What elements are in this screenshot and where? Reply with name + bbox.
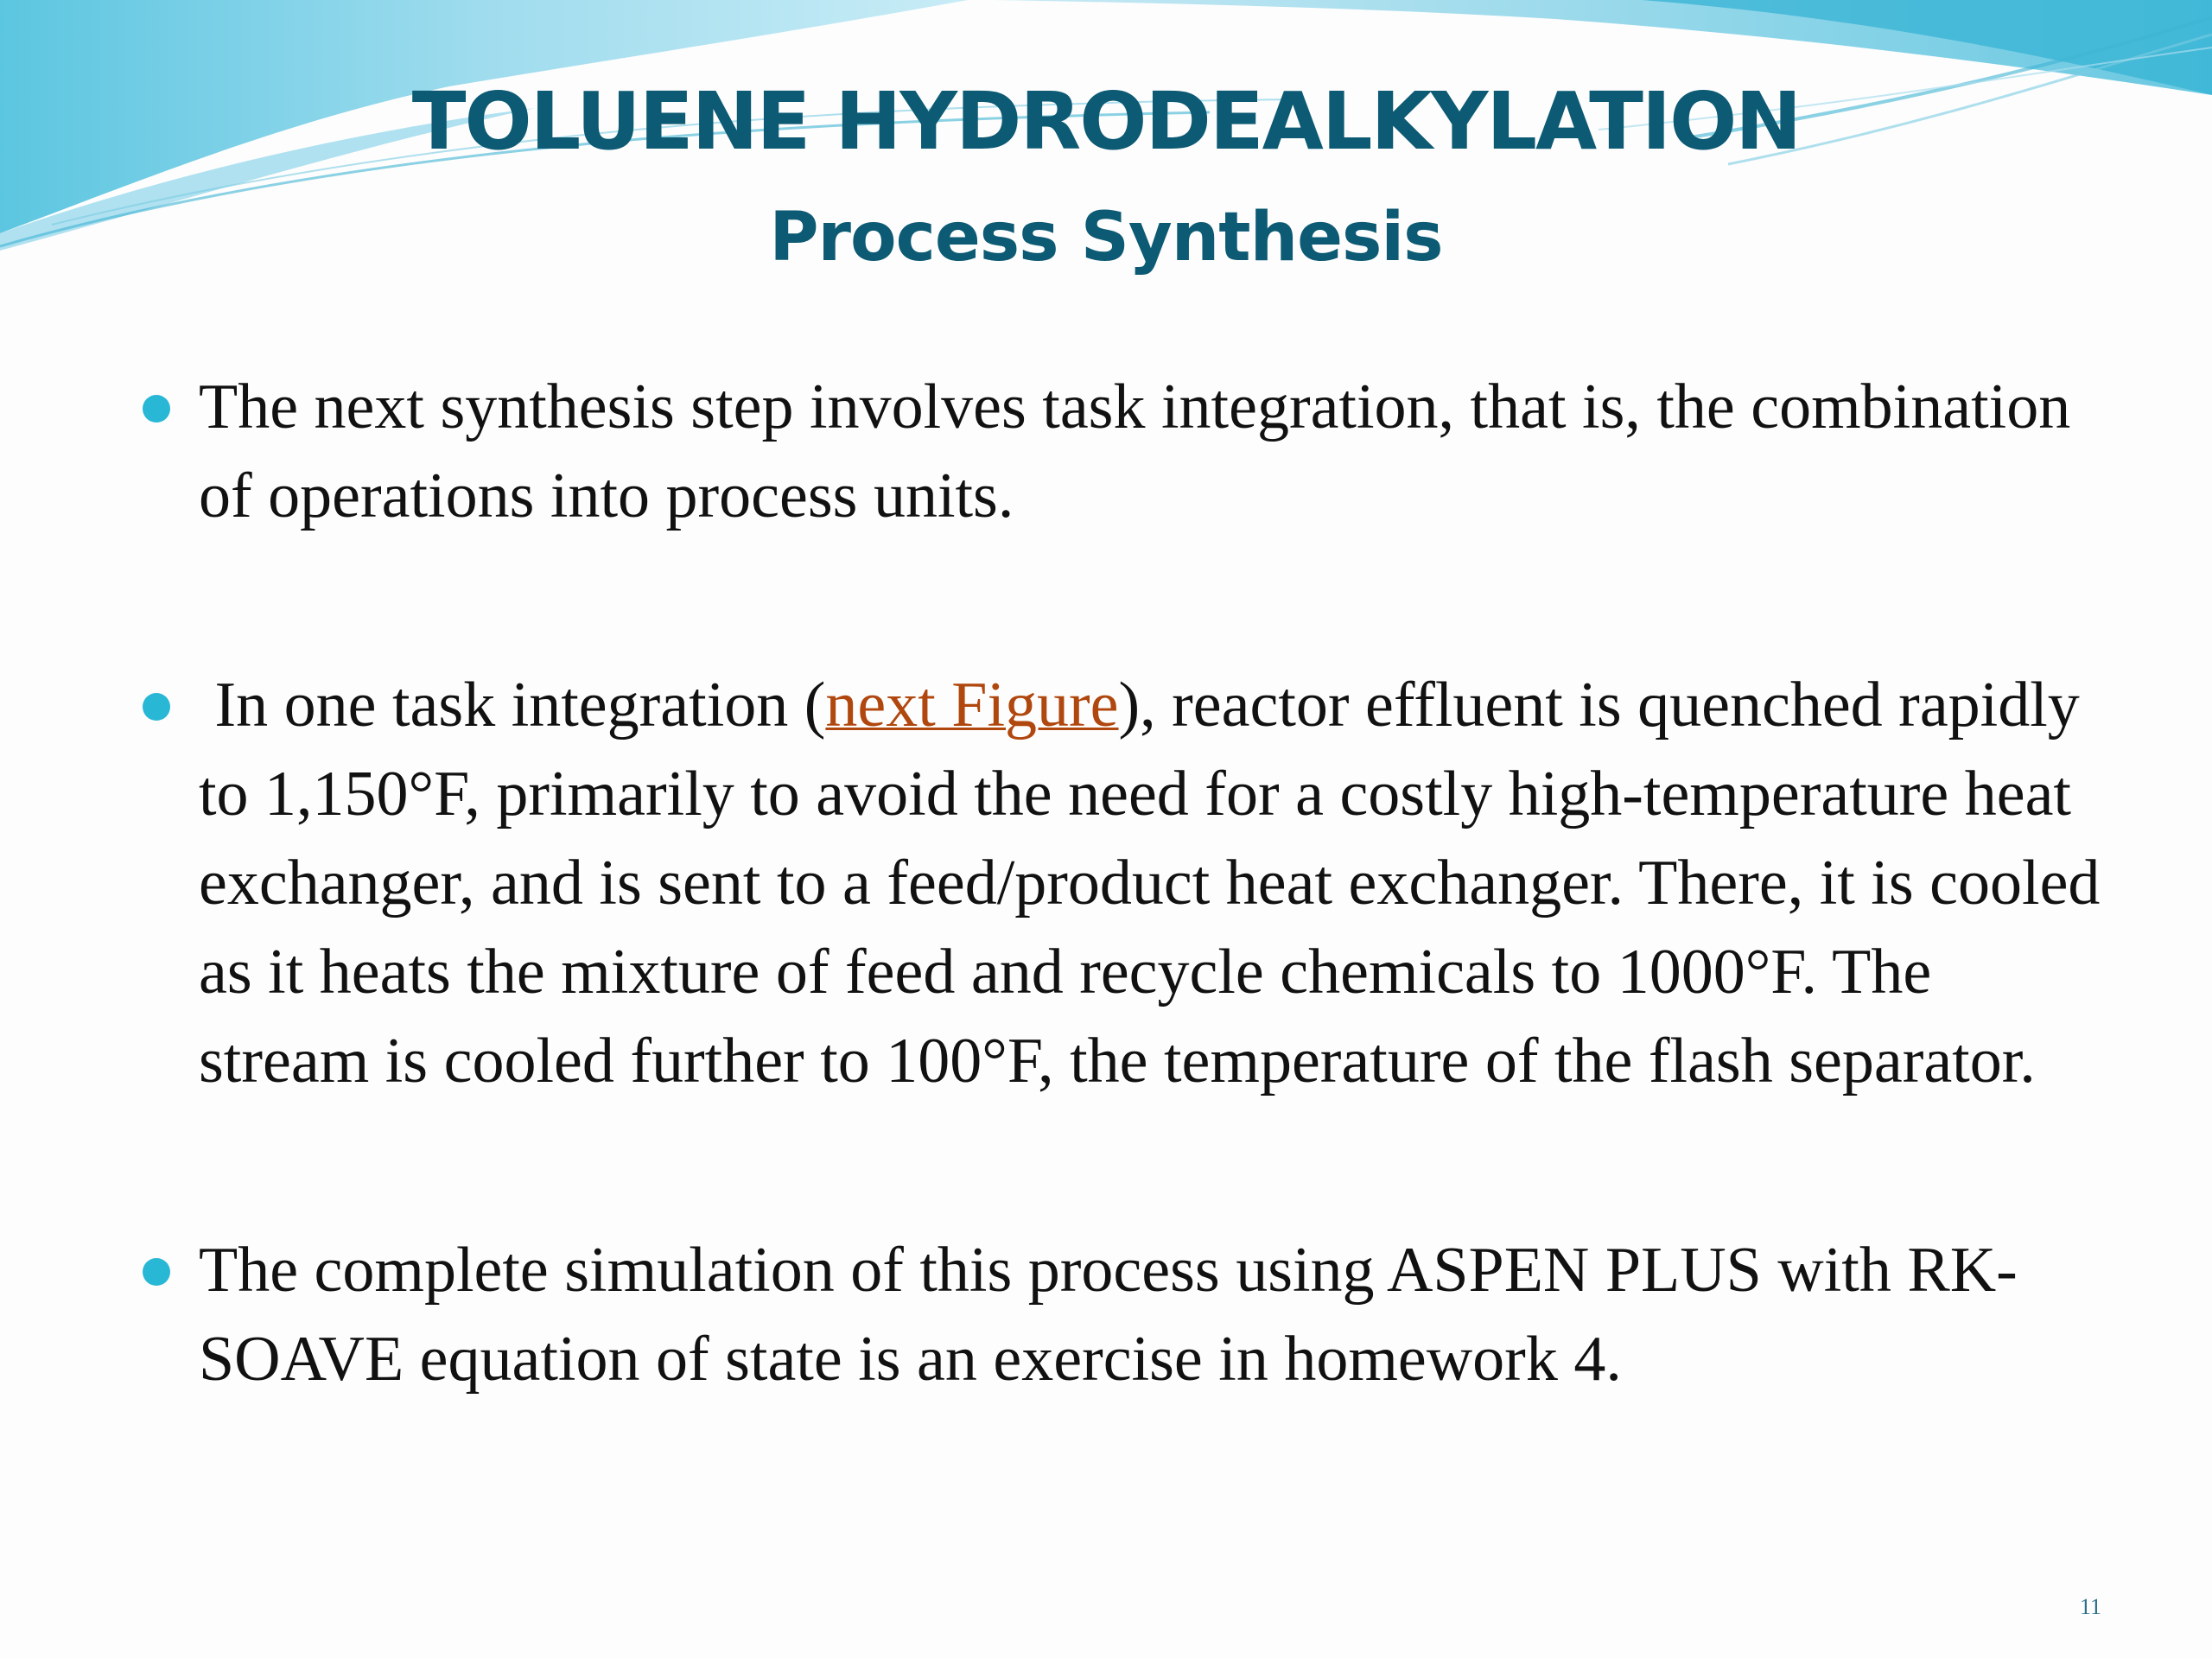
- bullet-list: [130, 363, 2117, 1404]
- bullet-text: The complete simulation of this process using ASPEN PLUS with RK-SOAVE equation of state is an exercise in homework 4.: [199, 1235, 2018, 1395]
- next-figure-link[interactable]: next Figure: [825, 670, 1119, 741]
- bullet-text-pre: In one task integration (: [199, 670, 826, 741]
- slide-title: TOLUENE HYDRODEALKYLATION: [411, 75, 1801, 168]
- bullet-item-aspen-simulation: [130, 1226, 2117, 1404]
- slide-subtitle: Process Synthesis: [769, 199, 1443, 276]
- bullet-item-task-integration: [130, 363, 2117, 541]
- page-number: 11: [2079, 1594, 2101, 1619]
- bullet-text-post: ), reactor effluent is quenched rapidly to 1,150°F, primarily to avoid the need for a costly high-temperature heat exchanger, and is sent to a feed/product heat exchanger. There, it is cooled as it heats the mixture of feed and recycle chemicals to 1000°F. The stream is cooled further to 100°F, the temperature of the flash separator.: [199, 670, 2101, 1096]
- bullet-dot-icon: [143, 395, 170, 423]
- bullet-dot-icon: [143, 1258, 170, 1286]
- bullet-item-quench: [130, 661, 2117, 1106]
- bullet-text: The next synthesis step involves task integration, that is, the combination of operations into process units.: [199, 372, 2071, 531]
- bullet-dot-icon: [143, 693, 170, 721]
